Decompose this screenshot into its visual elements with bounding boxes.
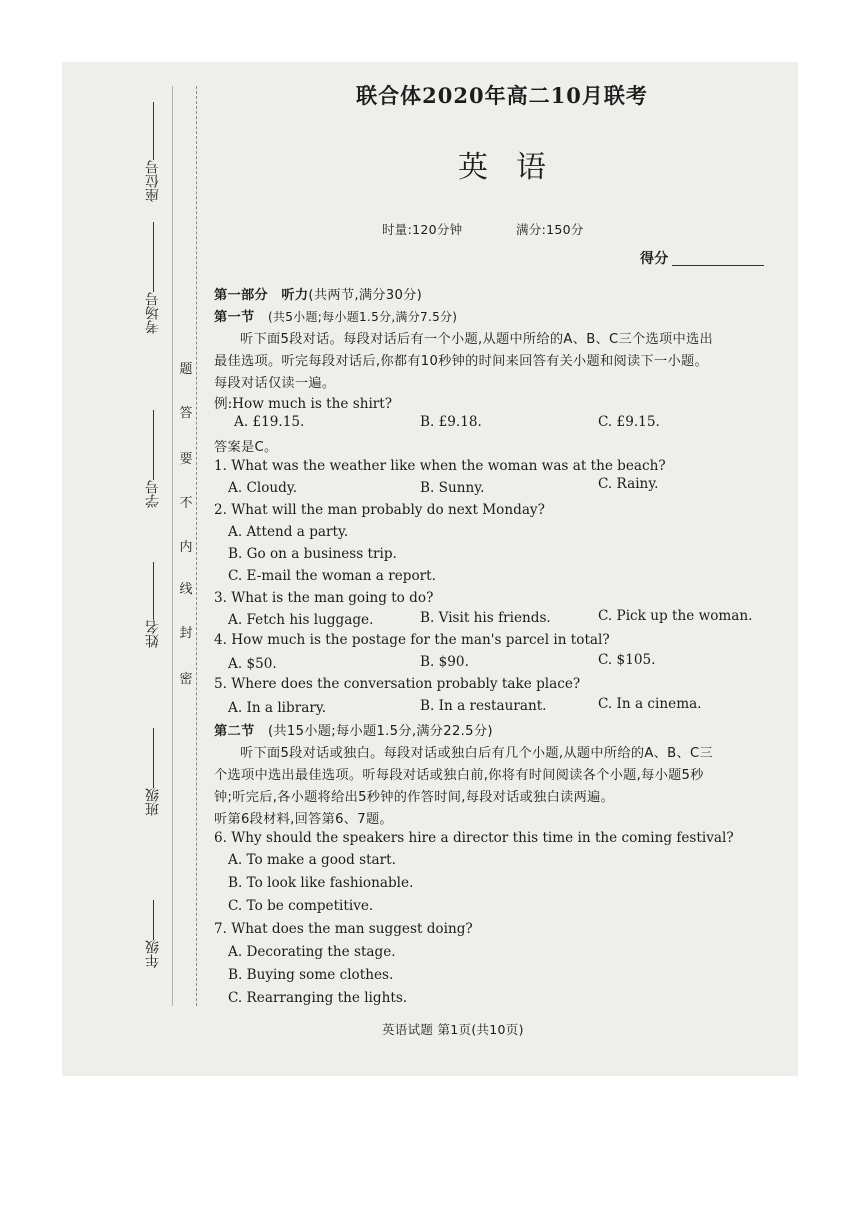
seal-char: 答 bbox=[179, 406, 193, 421]
option-c[interactable]: C. Pick up the woman. bbox=[598, 608, 753, 624]
option-c[interactable]: C. $105. bbox=[598, 652, 656, 668]
option-a[interactable]: A. Fetch his luggage. bbox=[228, 612, 374, 628]
page-footer: 英语试题 第1页(共10页) bbox=[382, 1022, 524, 1037]
part1-title: 第一部分 听力 bbox=[214, 288, 309, 303]
example-option-a: A. £19.15. bbox=[234, 414, 305, 430]
name-field[interactable] bbox=[140, 562, 166, 648]
score-blank[interactable] bbox=[672, 265, 764, 266]
material-note: 听第6段材料,回答第6、7题。 bbox=[214, 812, 393, 827]
exam-paper bbox=[62, 62, 798, 1076]
question-5: 5. Where does the conversation probably take place? bbox=[214, 676, 581, 692]
option-b[interactable]: B. Go on a business trip. bbox=[228, 546, 397, 562]
instruction-line: 个选项中选出最佳选项。听每段对话或独白前,你将有时间阅读各个小题,每小题5秒 bbox=[214, 768, 704, 783]
option-a[interactable]: A. Attend a party. bbox=[228, 524, 349, 540]
score-label: 得分 bbox=[640, 251, 669, 267]
option-c[interactable]: C. To be competitive. bbox=[228, 898, 374, 914]
option-b[interactable]: B. Sunny. bbox=[420, 480, 485, 496]
binding-line bbox=[172, 86, 173, 1006]
option-c[interactable]: C. In a cinema. bbox=[598, 696, 702, 712]
question-2: 2. What will the man probably do next Monday? bbox=[214, 502, 545, 518]
question-4: 4. How much is the postage for the man's parcel in total? bbox=[214, 632, 610, 648]
section2-heading bbox=[214, 720, 493, 739]
seal-char: 题 bbox=[179, 362, 193, 377]
seal-char: 要 bbox=[179, 452, 193, 467]
section1-title: 第一节 bbox=[214, 310, 255, 325]
instruction-line: 最佳选项。听完每段对话后,你都有10秒钟的时间来回答有关小题和阅读下一小题。 bbox=[214, 354, 708, 369]
seal-char: 不 bbox=[179, 496, 193, 511]
seat-number-field[interactable] bbox=[140, 102, 166, 202]
question-1: 1. What was the weather like when the woman was at the beach? bbox=[214, 458, 666, 474]
option-c[interactable]: C. E-mail the woman a report. bbox=[228, 568, 436, 584]
example-option-b: B. £9.18. bbox=[420, 414, 482, 430]
question-6: 6. Why should the speakers hire a director this time in the coming festival? bbox=[214, 830, 734, 846]
seal-char: 封 bbox=[179, 626, 193, 641]
instruction-line: 听下面5段对话或独白。每段对话或独白后有几个小题,从题中所给的A、B、C三 bbox=[240, 746, 713, 761]
option-b[interactable]: B. $90. bbox=[420, 654, 469, 670]
option-a[interactable]: A. $50. bbox=[228, 656, 277, 672]
seal-char: 内 bbox=[179, 540, 193, 555]
seat-number-label: 座位号 bbox=[145, 160, 161, 202]
option-a[interactable]: A. To make a good start. bbox=[228, 852, 396, 868]
section2-note: (共15小题;每小题1.5分,满分22.5分) bbox=[267, 724, 493, 739]
question-7: 7. What does the man suggest doing? bbox=[214, 921, 473, 937]
seal-dashed-line bbox=[196, 86, 197, 1006]
option-c[interactable]: C. Rainy. bbox=[598, 476, 659, 492]
instruction-line: 钟;听完后,各小题将给出5秒钟的作答时间,每段对话或独白读两遍。 bbox=[214, 790, 615, 805]
exam-room-field[interactable] bbox=[140, 222, 166, 334]
part1-note: (共两节,满分30分) bbox=[308, 288, 423, 303]
option-a[interactable]: A. Cloudy. bbox=[228, 480, 298, 496]
subject-title: 英语 bbox=[458, 150, 574, 185]
question-3: 3. What is the man going to do? bbox=[214, 590, 434, 606]
option-b[interactable]: B. Visit his friends. bbox=[420, 610, 551, 626]
option-c[interactable]: C. Rearranging the lights. bbox=[228, 990, 408, 1006]
exam-room-label: 考场号 bbox=[145, 292, 161, 334]
student-id-field[interactable] bbox=[140, 410, 166, 508]
section2-title: 第二节 bbox=[214, 724, 255, 739]
section1-note: (共5小题;每小题1.5分,满分7.5分) bbox=[267, 310, 458, 324]
example-answer: 答案是C。 bbox=[214, 440, 278, 455]
example-question: 例:How much is the shirt? bbox=[214, 396, 393, 412]
exam-title: 联合体2020年高二10月联考 bbox=[356, 83, 648, 108]
option-b[interactable]: B. In a restaurant. bbox=[420, 698, 547, 714]
instruction-line: 听下面5段对话。每段对话后有一个小题,从题中所给的A、B、C三个选项中选出 bbox=[240, 332, 713, 347]
class-label: 班级 bbox=[145, 788, 161, 816]
section1-heading bbox=[214, 306, 457, 325]
option-b[interactable]: B. Buying some clothes. bbox=[228, 967, 394, 983]
option-b[interactable]: B. To look like fashionable. bbox=[228, 875, 414, 891]
grade-field[interactable] bbox=[140, 900, 166, 968]
option-a[interactable]: A. In a library. bbox=[228, 700, 327, 716]
part1-heading bbox=[214, 284, 422, 303]
seal-char: 线 bbox=[179, 582, 193, 597]
full-score: 满分:150分 bbox=[516, 222, 584, 237]
time-limit: 时量:120分钟 bbox=[382, 222, 463, 237]
grade-label: 年级 bbox=[145, 940, 161, 968]
student-id-label: 学号 bbox=[145, 480, 161, 508]
seal-char: 密 bbox=[179, 672, 193, 687]
class-field[interactable] bbox=[140, 728, 166, 816]
option-a[interactable]: A. Decorating the stage. bbox=[228, 944, 396, 960]
name-label: 姓名 bbox=[145, 620, 161, 648]
example-option-c: C. £9.15. bbox=[598, 414, 660, 430]
instruction-line: 每段对话仅读一遍。 bbox=[214, 376, 336, 391]
